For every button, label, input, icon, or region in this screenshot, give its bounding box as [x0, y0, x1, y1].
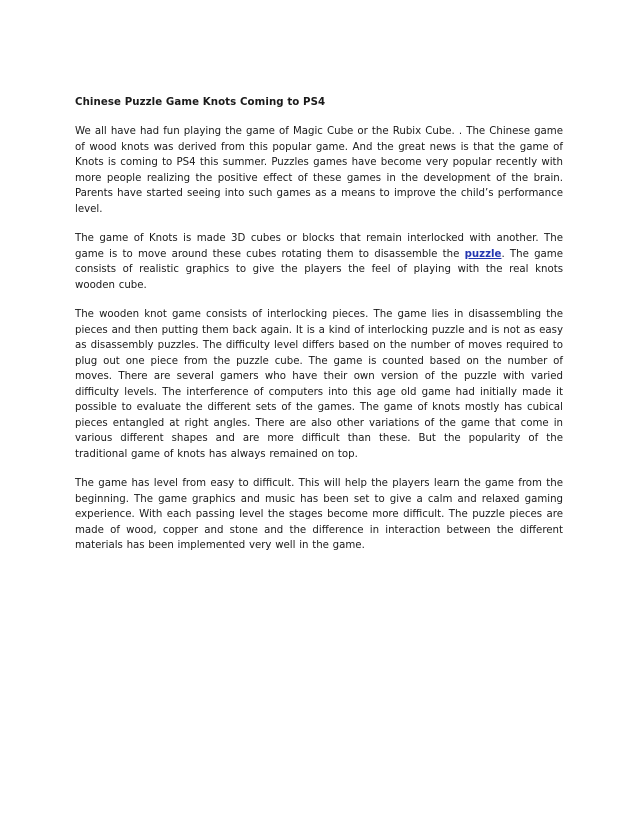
- paragraph-2-text-start: The game of Knots is made 3D cubes or blocks that remain interlocked with another. The game is to move around these cubes rotating them to disassemble the: [75, 233, 563, 260]
- puzzle-link[interactable]: puzzle: [464, 248, 502, 260]
- document-title: Chinese Puzzle Game Knots Coming to PS4: [75, 97, 326, 108]
- paragraph-3: The wooden knot game consists of interlocking pieces. The game lies in disassembling the pieces and then putting them back again. It is a kind of interlocking puzzle and is not as easy as disassembly puzzles. The difficulty level differs based on the number of moves required to plug out one piece from the puzzle cube. The game is counted based on the number of moves. There are several gamers who have their own version of the puzzle with varied difficulty levels. The interference of computers into this age old game had initially made it possible to evaluate the different sets of the games. The game of knots mostly has cubical pieces entangled at right angles. There are also other variations of the game that come in various different shapes and are more difficult than these. But the popularity of the traditional game of knots has always remained on top.: [75, 309, 563, 460]
- paragraph-1: We all have had fun playing the game of Magic Cube or the Rubix Cube. . The Chinese game of wood knots was derived from this popular game. And the great news is that the game of Knots is coming to PS4 this summer. Puzzles games have become very popular recently with more people realizing the positive effect of these games in the development of the brain. Parents have started seeing into such games as a means to improve the child’s performance level.: [75, 126, 563, 215]
- paragraph-4: The game has level from easy to difficult. This will help the players learn the game from the beginning. The game graphics and music has been set to give a calm and relaxed gaming experience. With each passing level the stages become more difficult. The puzzle pieces are made of wood, copper and stone and the difference in interaction between the different materials has been implemented very well in the game.: [75, 478, 563, 551]
- paragraph-2: [75, 231, 563, 293]
- paragraph-2-text-end: . The game consists of realistic graphics to give the players the feel of playing with the real knots wooden cube.: [75, 248, 563, 291]
- document-page: [75, 96, 563, 568]
